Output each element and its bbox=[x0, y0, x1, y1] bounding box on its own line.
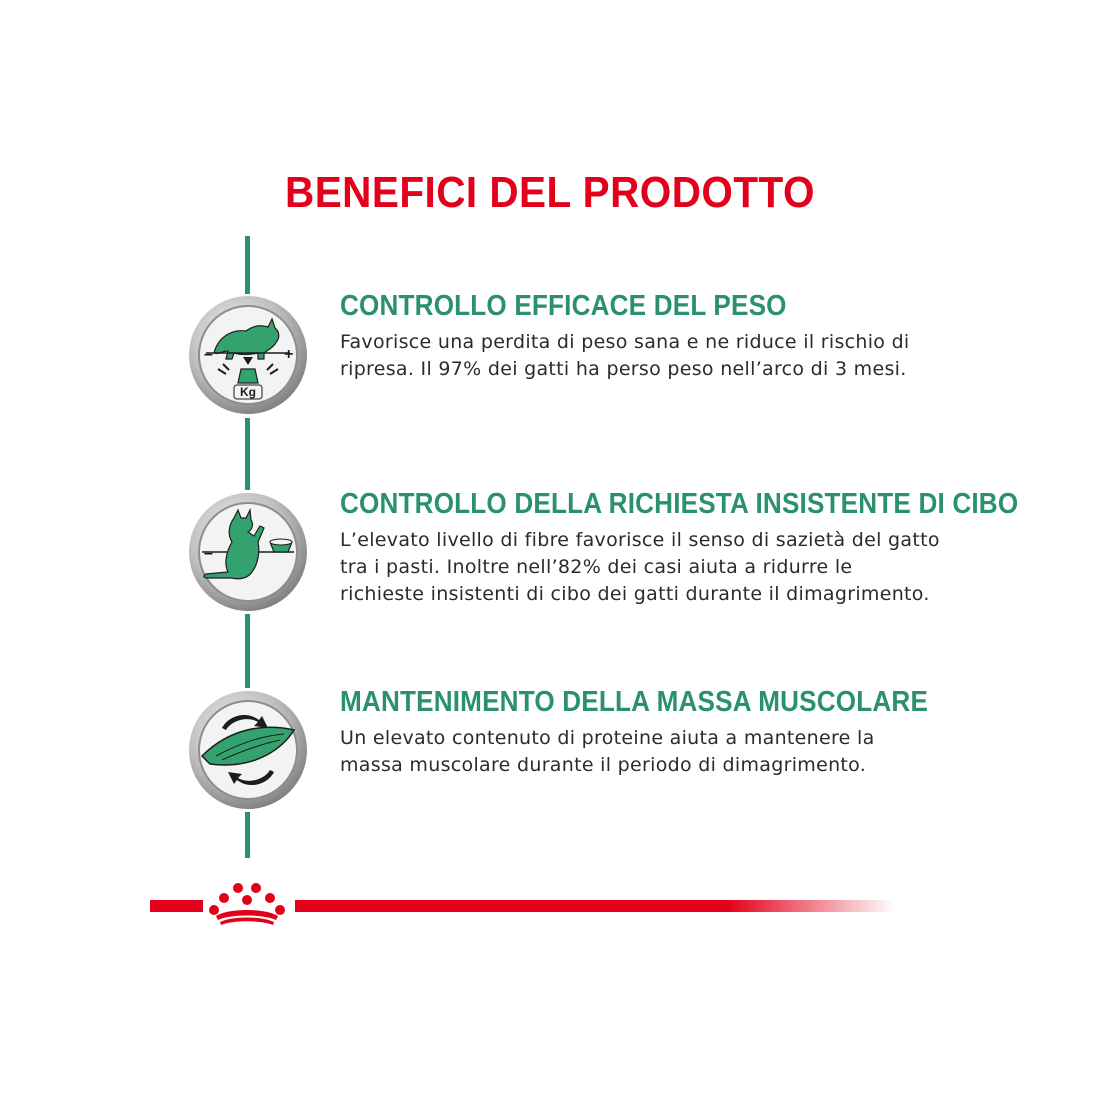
cat-weight-scale-icon bbox=[188, 295, 308, 415]
scale-kg-label: Kg bbox=[240, 385, 256, 399]
footer-line-right bbox=[295, 900, 895, 912]
scale-minus-label: – bbox=[204, 545, 213, 562]
benefit-text: Un elevato contenuto di proteine aiuta a mantenere la massa muscolare durante il periodo di dimagrimento. bbox=[340, 727, 875, 776]
benefit-3 bbox=[340, 686, 940, 779]
timeline-line-bottom bbox=[245, 812, 250, 858]
scale-minus-label: – bbox=[204, 346, 213, 363]
timeline-line-2 bbox=[245, 614, 250, 688]
footer-line-left bbox=[150, 900, 203, 912]
muscle-arrows-icon bbox=[188, 690, 308, 810]
benefit-heading: MANTENIMENTO DELLA MASSA MUSCOLARE bbox=[340, 686, 929, 718]
page-title: BENEFICI DEL PRODOTTO bbox=[285, 168, 815, 217]
benefit-1 bbox=[340, 290, 940, 383]
cat-begging-bowl-icon bbox=[188, 492, 308, 612]
benefit-heading: CONTROLLO EFFICACE DEL PESO bbox=[340, 290, 787, 322]
benefit-heading: CONTROLLO DELLA RICHIESTA INSISTENTE DI CIBO bbox=[340, 488, 1019, 520]
timeline-line-1 bbox=[245, 418, 250, 490]
benefit-2 bbox=[340, 488, 1019, 608]
royal-canin-crown-logo bbox=[204, 880, 290, 928]
benefit-text: L’elevato livello di fibre favorisce il senso di sazietà del gatto tra i pasti. Inoltre nell’82% dei casi aiuta a ridurre le richieste insistenti di cibo dei gatti durante il dimagrimento. bbox=[340, 529, 940, 605]
scale-plus-label: + bbox=[284, 346, 294, 363]
timeline-line-top bbox=[245, 236, 250, 294]
benefit-text: Favorisce una perdita di peso sana e ne riduce il rischio di ripresa. Il 97% dei gatti ha perso peso nell’arco di 3 mesi. bbox=[340, 331, 910, 380]
